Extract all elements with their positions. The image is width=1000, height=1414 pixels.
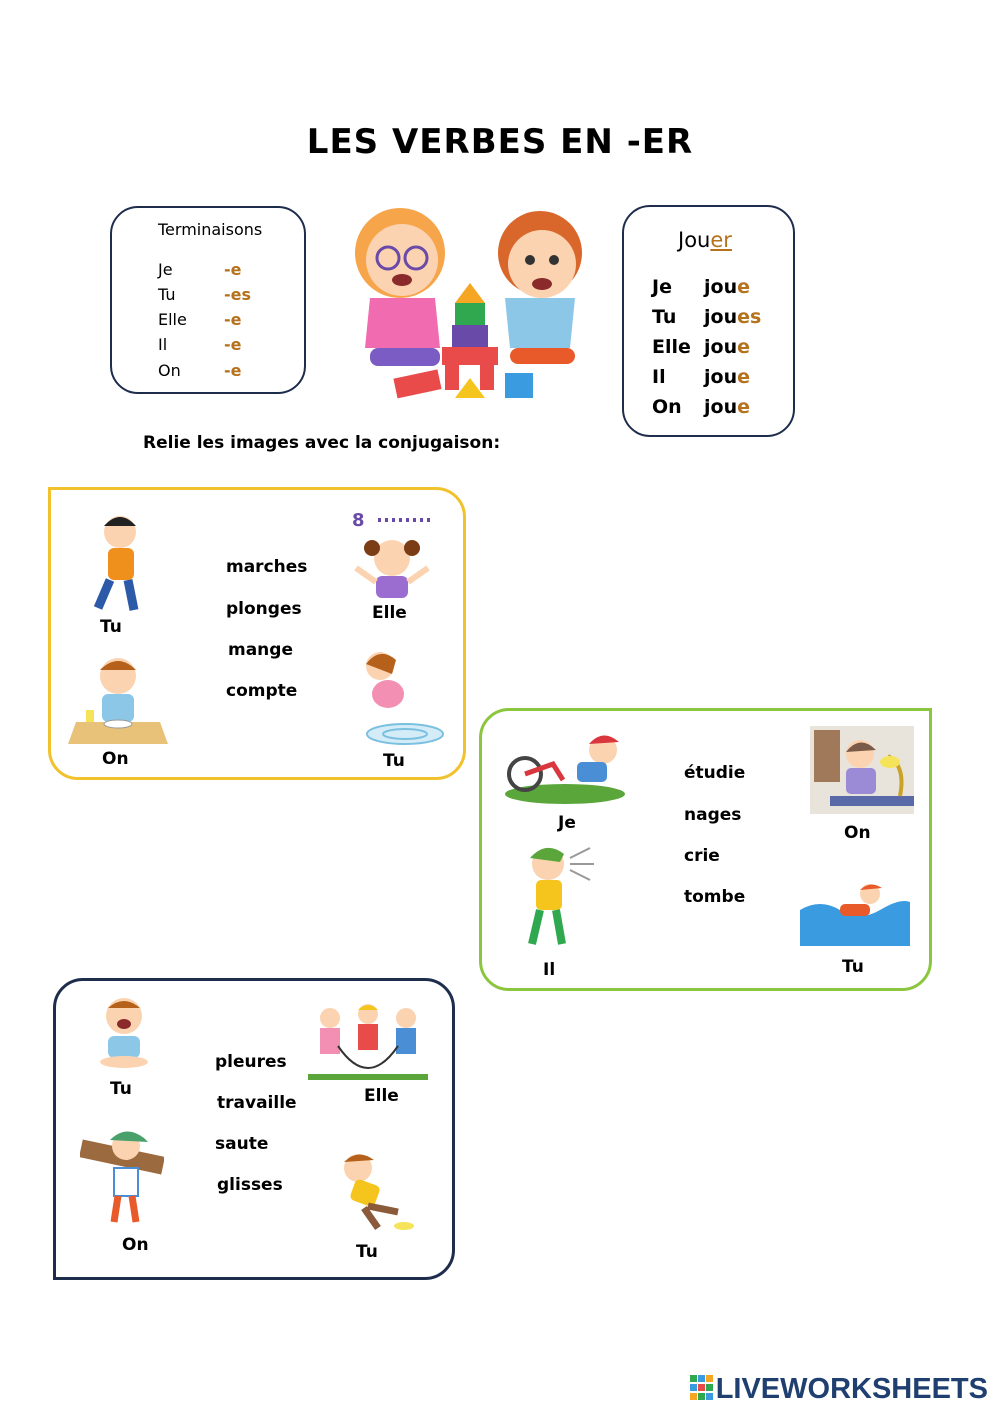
- jumping-rope-children-image[interactable]: [308, 1000, 428, 1084]
- endings-pronoun: Elle: [158, 310, 187, 329]
- verb-option[interactable]: travaille: [217, 1093, 297, 1113]
- jouer-ending: er: [710, 228, 732, 252]
- verb-option[interactable]: tombe: [684, 887, 746, 907]
- verb-option[interactable]: pleures: [215, 1052, 287, 1072]
- label-tu: Tu: [842, 957, 864, 977]
- label-tu: Tu: [356, 1242, 378, 1262]
- falling-boy-bike-image[interactable]: [503, 728, 627, 806]
- jouer-verb: joue: [704, 366, 750, 388]
- endings-ending: -e: [224, 361, 242, 380]
- studying-girl-image[interactable]: [810, 726, 914, 814]
- endings-ending: -e: [224, 335, 242, 354]
- children-playing-illustration: [330, 198, 600, 408]
- eating-boy-image[interactable]: [68, 652, 168, 748]
- label-tu: Tu: [110, 1079, 132, 1099]
- endings-pronoun: On: [158, 361, 181, 380]
- endings-pronoun: Je: [158, 260, 173, 279]
- label-on: On: [102, 749, 129, 769]
- endings-heading: Terminaisons: [158, 220, 263, 239]
- label-il: Il: [543, 960, 556, 980]
- jouer-pronoun: On: [652, 396, 682, 418]
- label-je: Je: [558, 813, 576, 833]
- verb-option[interactable]: mange: [228, 640, 293, 660]
- verb-option[interactable]: saute: [215, 1134, 269, 1154]
- crying-baby-image[interactable]: [96, 994, 152, 1070]
- working-boy-image[interactable]: [80, 1126, 164, 1226]
- endings-pronoun: Tu: [158, 285, 176, 304]
- shouting-boy-image[interactable]: [520, 840, 600, 948]
- endings-ending: -e: [224, 310, 242, 329]
- verb-option[interactable]: compte: [226, 681, 298, 701]
- jouer-verb: joue: [704, 276, 750, 298]
- jouer-verb: joue: [704, 396, 750, 418]
- swimming-girl-image[interactable]: [800, 880, 910, 948]
- verb-option[interactable]: nages: [684, 805, 742, 825]
- jouer-stem: Jou: [678, 228, 711, 252]
- label-tu: Tu: [100, 617, 122, 637]
- jouer-pronoun: Elle: [652, 336, 691, 358]
- endings-ending: -es: [224, 285, 252, 304]
- verb-option[interactable]: étudie: [684, 763, 746, 783]
- endings-pronoun: Il: [158, 335, 168, 354]
- liveworksheets-logo: [690, 1373, 988, 1406]
- label-elle: Elle: [372, 603, 407, 623]
- label-on: On: [844, 823, 871, 843]
- jouer-pronoun: Tu: [652, 306, 677, 328]
- instruction-text: Relie les images avec la conjugaison:: [143, 433, 501, 453]
- logo-text: LIVEWORKSHEETS: [715, 1373, 988, 1405]
- jouer-heading: [678, 228, 732, 252]
- verb-option[interactable]: marches: [226, 557, 308, 577]
- jouer-verb: joue: [704, 336, 750, 358]
- diving-girl-image[interactable]: [340, 644, 445, 748]
- counting-girl-image[interactable]: [350, 506, 435, 600]
- verb-option[interactable]: crie: [684, 846, 720, 866]
- verb-option[interactable]: plonges: [226, 599, 302, 619]
- label-elle: Elle: [364, 1086, 399, 1106]
- jouer-verb: joues: [704, 306, 762, 328]
- number-eight: 8: [352, 510, 365, 531]
- walking-boy-image[interactable]: [88, 512, 146, 616]
- slipping-boy-image[interactable]: [318, 1148, 416, 1232]
- page-title: LES VERBES EN -ER: [306, 122, 694, 162]
- liveworksheets-mark-icon: [690, 1375, 714, 1401]
- endings-ending: -e: [224, 260, 242, 279]
- label-tu: Tu: [383, 751, 405, 771]
- jouer-pronoun: Je: [652, 276, 672, 298]
- jouer-pronoun: Il: [652, 366, 666, 388]
- label-on: On: [122, 1235, 149, 1255]
- verb-option[interactable]: glisses: [217, 1175, 283, 1195]
